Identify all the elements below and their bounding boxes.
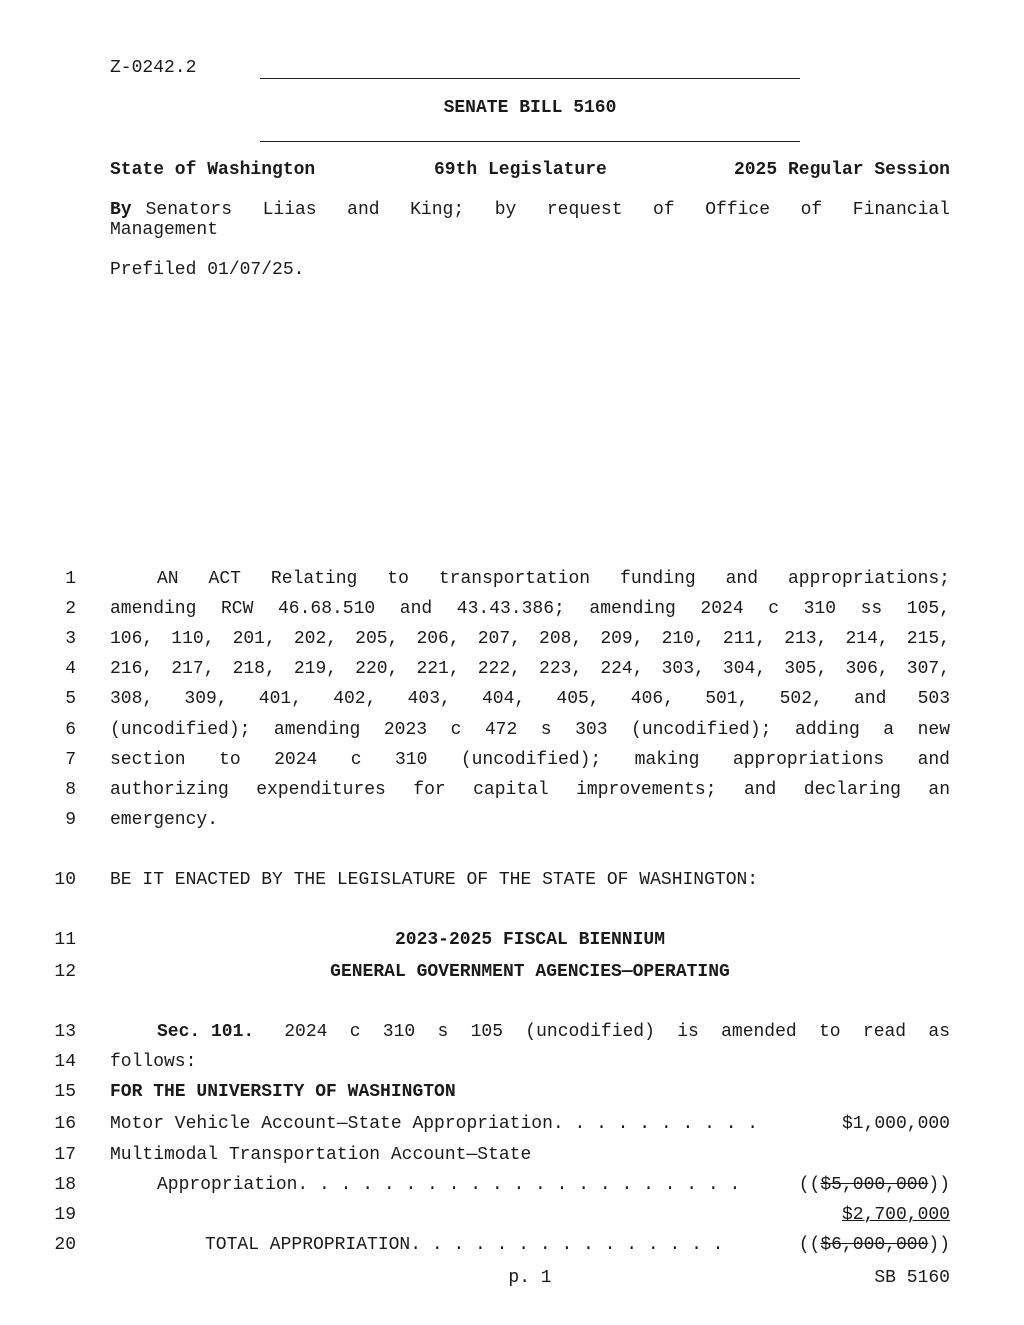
line-number: 2 bbox=[65, 599, 76, 619]
act-line: AN ACT Relating to transportation funding and appropriations; bbox=[157, 569, 950, 589]
line-number: 12 bbox=[54, 962, 76, 982]
paren-close: )) bbox=[928, 1235, 950, 1255]
paren-open: (( bbox=[798, 1175, 821, 1195]
line-number: 7 bbox=[65, 750, 76, 770]
line-number: 10 bbox=[54, 870, 76, 890]
total-old-amount bbox=[740, 1235, 950, 1255]
mva-amount: $1,000,000 bbox=[841, 1114, 950, 1134]
total-label: TOTAL APPROPRIATION. . . . . . . . . . . . . . . bbox=[205, 1235, 724, 1255]
page-number: p. 1 bbox=[508, 1268, 552, 1288]
paren-open: (( bbox=[798, 1235, 821, 1255]
section-label: Sec. 101. bbox=[157, 1022, 255, 1042]
line-number: 5 bbox=[65, 689, 76, 709]
act-line: 106, 110, 201, 202, 205, 206, 207, 208, 209, 210, 211, 213, 214, 215, bbox=[110, 629, 950, 649]
prefiled-date: Prefiled 01/07/25. bbox=[110, 260, 305, 280]
line-number: 16 bbox=[54, 1114, 76, 1134]
line-number: 9 bbox=[65, 810, 76, 830]
sponsor-line-2: Management bbox=[110, 220, 219, 240]
act-line: (uncodified); amending 2023 c 472 s 303 (uncodified); adding a new bbox=[110, 720, 950, 740]
act-line: emergency. bbox=[110, 810, 219, 830]
sponsor-names: Senators Liias and King; by request of Office of Financial bbox=[145, 200, 950, 220]
mva-label: Motor Vehicle Account—State Appropriation. . . . . . . . . . bbox=[110, 1114, 759, 1134]
session: 2025 Regular Session bbox=[733, 160, 950, 180]
struck-amount: $6,000,000 bbox=[820, 1235, 929, 1255]
paren-close: )) bbox=[928, 1175, 950, 1195]
mta-label: Multimodal Transportation Account—State bbox=[110, 1145, 532, 1165]
enacting-clause: BE IT ENACTED BY THE LEGISLATURE OF THE STATE OF WASHINGTON: bbox=[110, 870, 759, 890]
legislature: 69th Legislature bbox=[434, 160, 607, 180]
sponsor-by: By bbox=[110, 200, 132, 220]
agency-heading: FOR THE UNIVERSITY OF WASHINGTON bbox=[110, 1082, 456, 1102]
line-number: 6 bbox=[65, 720, 76, 740]
title-rule-top bbox=[260, 78, 800, 79]
state-name: State of Washington bbox=[110, 160, 316, 180]
line-number: 18 bbox=[54, 1175, 76, 1195]
act-line: 308, 309, 401, 402, 403, 404, 405, 406, 501, 502, and 503 bbox=[110, 689, 950, 709]
line-number: 4 bbox=[65, 659, 76, 679]
act-line: section to 2024 c 310 (uncodified); making appropriations and bbox=[110, 750, 950, 770]
heading-biennium: 2023-2025 FISCAL BIENNIUM bbox=[394, 930, 666, 950]
act-line: authorizing expenditures for capital improvements; and declaring an bbox=[110, 780, 950, 800]
mta-old-amount bbox=[740, 1175, 950, 1195]
line-number: 19 bbox=[54, 1205, 76, 1225]
bill-title: SENATE BILL 5160 bbox=[443, 98, 617, 118]
heading-agencies: GENERAL GOVERNMENT AGENCIES—OPERATING bbox=[330, 962, 730, 982]
sponsor-line bbox=[110, 200, 950, 220]
act-line: amending RCW 46.68.510 and 43.43.386; amending 2024 c 310 ss 105, bbox=[110, 599, 950, 619]
footer-bill-ref: SB 5160 bbox=[874, 1268, 950, 1288]
line-number: 17 bbox=[54, 1145, 76, 1165]
line-number: 15 bbox=[54, 1082, 76, 1102]
section-text: 2024 c 310 s 105 (uncodified) is amended to read as bbox=[284, 1022, 950, 1042]
mta-label-cont: Appropriation. . . . . . . . . . . . . . . . . . . . . bbox=[157, 1175, 741, 1195]
section-intro bbox=[157, 1022, 950, 1042]
document-code: Z-0242.2 bbox=[110, 58, 197, 78]
title-rule-bottom bbox=[260, 141, 800, 142]
line-number: 1 bbox=[65, 569, 76, 589]
act-line: 216, 217, 218, 219, 220, 221, 222, 223, 224, 303, 304, 305, 306, 307, bbox=[110, 659, 950, 679]
mta-new-amount: $2,700,000 bbox=[841, 1205, 950, 1225]
line-number: 11 bbox=[54, 930, 76, 950]
line-number: 13 bbox=[54, 1022, 76, 1042]
struck-amount: $5,000,000 bbox=[820, 1175, 929, 1195]
line-number: 14 bbox=[54, 1052, 76, 1072]
line-number: 3 bbox=[65, 629, 76, 649]
line-number: 8 bbox=[65, 780, 76, 800]
section-text-2: follows: bbox=[110, 1052, 197, 1072]
line-number: 20 bbox=[54, 1235, 76, 1255]
